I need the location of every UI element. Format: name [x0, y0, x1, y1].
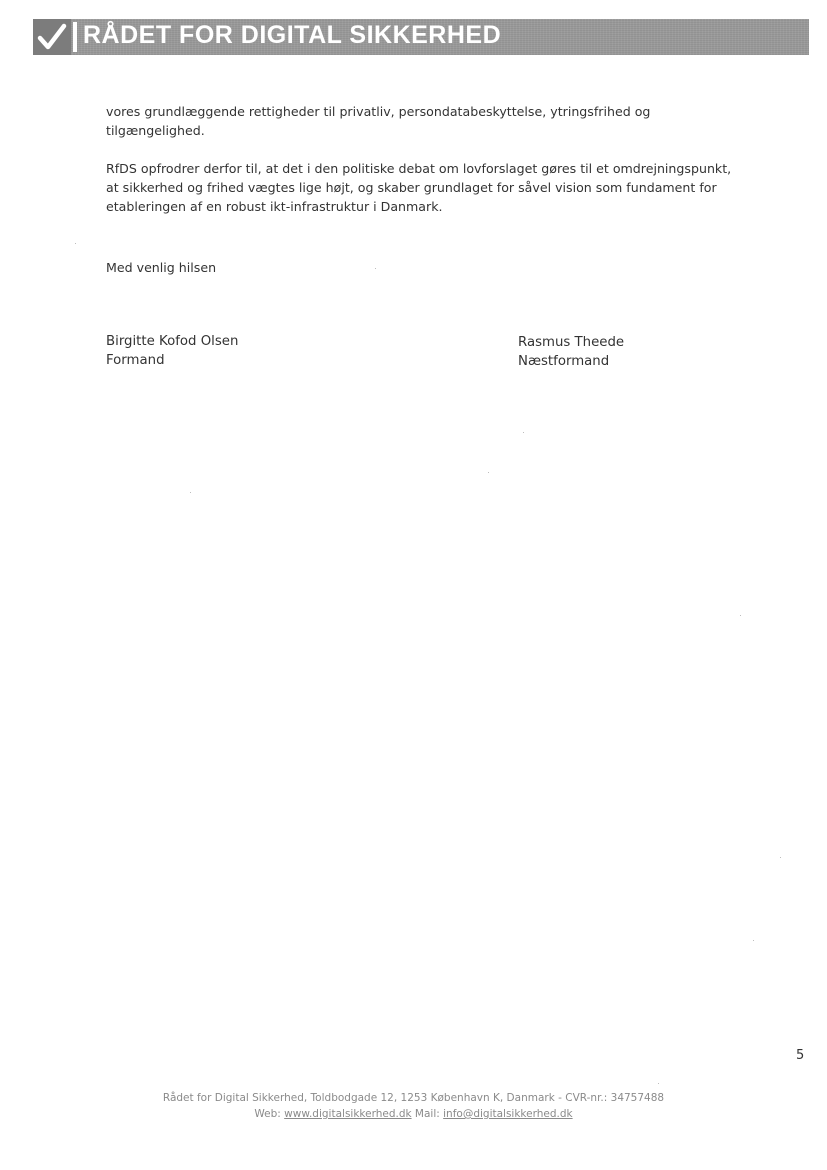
text-line: RfDS opfrodrer derfor til, at det i den politiske debat om lovforslaget gøres til et omdrejningspunkt,: [106, 161, 732, 176]
scan-speck: [753, 940, 754, 941]
paragraph-rights: [106, 102, 746, 140]
scan-speck: [523, 432, 524, 433]
scan-speck: [658, 1083, 659, 1084]
scan-speck: [780, 857, 781, 858]
website-link[interactable]: www.digitalsikkerhed.dk: [284, 1108, 412, 1120]
scan-speck: [375, 268, 376, 269]
signatory-title: Næstformand: [518, 354, 610, 369]
signatory-name: Rasmus Theede: [518, 335, 625, 350]
logo-box: [33, 19, 71, 55]
paragraph-recommendation: [106, 159, 746, 216]
signatory-name: Birgitte Kofod Olsen: [106, 334, 239, 349]
scan-speck: [740, 615, 741, 616]
text-line: tilgængelighed.: [106, 123, 205, 138]
organization-name: RÅDET FOR DIGITAL SIKKERHED: [83, 21, 502, 49]
text-line: etableringen af en robust ikt-infrastruktur i Danmark.: [106, 199, 443, 214]
text-line: vores grundlæggende rettigheder til privatliv, persondatabeskyttelse, ytringsfrihed og: [106, 104, 651, 119]
footer-address: Rådet for Digital Sikkerhed, Toldbodgade 12, 1253 København K, Danmark - CVR-nr.: 34757488: [162, 1092, 665, 1104]
mail-label: Mail:: [414, 1108, 440, 1120]
web-label: Web:: [254, 1108, 281, 1120]
banner-separator: [73, 22, 77, 52]
signature-block-vice-chair: [518, 333, 624, 371]
scan-speck: [190, 492, 191, 493]
checkmark-icon: [37, 23, 67, 51]
header-banner: [33, 19, 809, 55]
footer-contact: [0, 1108, 827, 1120]
signature-block-chair: [106, 332, 238, 370]
page-number: 5: [796, 1048, 805, 1063]
closing-greeting: Med venlig hilsen: [106, 260, 217, 275]
scan-speck: [488, 472, 489, 473]
text-line: at sikkerhed og frihed vægtes lige højt, og skaber grundlaget for såvel vision som fundament for: [106, 180, 717, 195]
email-link[interactable]: info@digitalsikkerhed.dk: [443, 1108, 573, 1120]
signatory-title: Formand: [106, 353, 165, 368]
scan-speck: [75, 243, 76, 244]
